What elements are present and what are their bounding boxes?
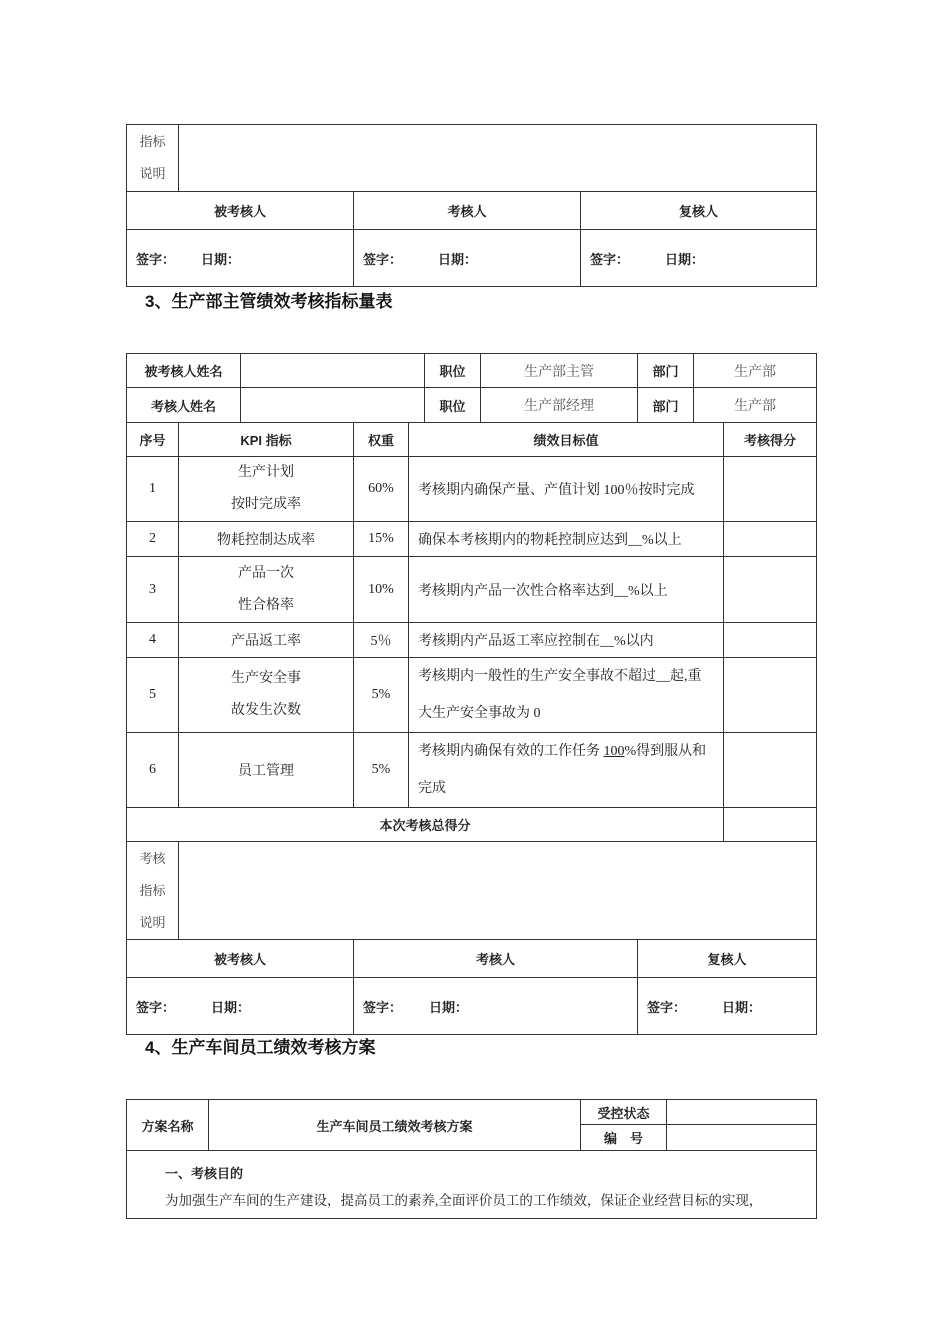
col-header-score: 考核得分 (724, 423, 817, 457)
appraiser-name-label: 考核人姓名 (127, 388, 241, 423)
row-weight: 5% (354, 733, 409, 808)
kpi-line: 生产计划 (238, 465, 294, 480)
target-line: 完成 (418, 781, 447, 796)
plan-table (126, 1099, 817, 1219)
row-kpi (179, 658, 354, 733)
note-label-line: 说明 (139, 914, 166, 930)
row-no: 3 (127, 557, 179, 623)
sign-label: 签字： (363, 999, 403, 1015)
date-label: 日期： (429, 999, 469, 1015)
sign-cell-appraiser[interactable] (354, 978, 638, 1035)
appraisee-name-field[interactable] (241, 354, 425, 388)
indicator-note-label (127, 125, 179, 192)
row-score[interactable] (724, 658, 817, 733)
row-no: 5 (127, 658, 179, 733)
sign-cell-appraiser[interactable] (354, 230, 581, 287)
table-row (127, 457, 817, 522)
department-value: 生产部 (694, 388, 817, 423)
row-score[interactable] (724, 557, 817, 623)
department-label: 部门 (638, 388, 694, 423)
kpi-table (126, 353, 817, 1035)
appraisee-name-label: 被考核人姓名 (127, 354, 241, 388)
appraiser-name-field[interactable] (241, 388, 425, 423)
section-title: 一、考核目的 (165, 1166, 244, 1181)
row-no: 4 (127, 623, 179, 658)
table-row (127, 623, 817, 658)
plan-body (127, 1151, 817, 1219)
target-underlined-value: 100 (603, 744, 625, 759)
kpi-line: 生产安全事 (231, 671, 301, 686)
control-status-field[interactable] (667, 1100, 817, 1125)
row-no: 2 (127, 522, 179, 557)
row-weight: 15% (354, 522, 409, 557)
sign-label: 签字： (136, 251, 176, 267)
indicator-note-field[interactable] (179, 125, 817, 192)
department-value: 生产部 (694, 354, 817, 388)
row-target (409, 733, 724, 808)
header-appraisee: 被考核人 (127, 940, 354, 978)
total-score-label: 本次考核总得分 (127, 808, 724, 842)
note-label-line: 指标 (139, 134, 166, 149)
target-text: %得到服从和 (624, 744, 707, 759)
total-score-field[interactable] (724, 808, 817, 842)
row-target (409, 658, 724, 733)
row-no: 1 (127, 457, 179, 522)
sign-cell-appraisee[interactable] (127, 978, 354, 1035)
kpi-line: 产品一次 (238, 565, 294, 581)
header-appraiser: 考核人 (354, 192, 581, 230)
row-target: 考核期内产品返工率应控制在__%以内 (409, 623, 724, 658)
table-row (127, 733, 817, 808)
row-kpi (179, 457, 354, 522)
date-label: 日期： (201, 251, 241, 267)
sign-cell-reviewer[interactable] (581, 230, 817, 287)
date-label: 日期： (665, 251, 705, 267)
col-header-no: 序号 (127, 423, 179, 457)
target-line: 大生产安全事故为 0 (418, 706, 541, 721)
row-kpi: 员工管理 (179, 733, 354, 808)
row-target: 考核期内产品一次性合格率达到__%以上 (409, 557, 724, 623)
control-status-label: 受控状态 (581, 1100, 667, 1125)
position-value: 生产部主管 (481, 354, 638, 388)
table-row (127, 658, 817, 733)
plan-name-label: 方案名称 (127, 1100, 209, 1151)
row-kpi (179, 557, 354, 623)
header-reviewer: 复核人 (638, 940, 817, 978)
table-row (127, 522, 817, 557)
department-label: 部门 (638, 354, 694, 388)
position-label: 职位 (425, 354, 481, 388)
row-weight: 60% (354, 457, 409, 522)
section-heading-4: 4、生产车间员工绩效考核方案 (145, 1038, 376, 1057)
number-label: 编 号 (581, 1125, 667, 1151)
indicator-note-label (127, 842, 179, 940)
section-text: 为加强生产车间的生产建设，提高员工的素养,全面评价员工的工作绩效，保证企业经营目标的实现， (165, 1193, 763, 1208)
target-text: 考核期内确保有效的工作任务 (418, 744, 604, 759)
row-weight: 5% (354, 658, 409, 733)
row-score[interactable] (724, 733, 817, 808)
row-weight: 10% (354, 557, 409, 623)
header-appraiser: 考核人 (354, 940, 638, 978)
row-no: 6 (127, 733, 179, 808)
target-line (418, 733, 723, 770)
row-weight: 5％ (354, 623, 409, 658)
row-target: 考核期内确保产量、产值计划 100％按时完成 (409, 457, 724, 522)
date-label: 日期： (211, 999, 251, 1015)
row-kpi: 物耗控制达成率 (179, 522, 354, 557)
table-row (127, 557, 817, 623)
note-label-line: 说明 (139, 166, 166, 181)
row-score[interactable] (724, 457, 817, 522)
plan-name-value: 生产车间员工绩效考核方案 (209, 1100, 581, 1151)
position-value: 生产部经理 (481, 388, 638, 423)
number-field[interactable] (667, 1125, 817, 1151)
col-header-weight: 权重 (354, 423, 409, 457)
position-label: 职位 (425, 388, 481, 423)
header-appraisee: 被考核人 (127, 192, 354, 230)
sign-label: 签字： (590, 251, 630, 267)
date-label: 日期： (438, 251, 478, 267)
sign-label: 签字： (136, 999, 176, 1015)
row-score[interactable] (724, 623, 817, 658)
header-reviewer: 复核人 (581, 192, 817, 230)
row-kpi: 产品返工率 (179, 623, 354, 658)
sign-cell-reviewer[interactable] (638, 978, 817, 1035)
sign-label: 签字： (647, 999, 687, 1015)
sign-label: 签字： (363, 251, 403, 267)
signature-table-top (126, 124, 817, 287)
date-label: 日期： (722, 999, 762, 1015)
row-score[interactable] (724, 522, 817, 557)
col-header-kpi: KPI 指标 (179, 423, 354, 457)
kpi-line: 故发生次数 (231, 703, 301, 718)
col-header-target: 绩效目标值 (409, 423, 724, 457)
note-label-line: 考核 (139, 850, 166, 866)
target-line: 考核期内一般性的生产安全事故不超过__起,重 (418, 669, 702, 684)
note-label-line: 指标 (139, 882, 166, 898)
section-heading-3: 3、生产部主管绩效考核指标量表 (145, 292, 393, 311)
sign-cell-appraisee[interactable] (127, 230, 354, 287)
row-target: 确保本考核期内的物耗控制应达到__%以上 (409, 522, 724, 557)
kpi-line: 性合格率 (238, 597, 294, 613)
kpi-line: 按时完成率 (231, 497, 301, 512)
indicator-note-field[interactable] (179, 842, 817, 940)
